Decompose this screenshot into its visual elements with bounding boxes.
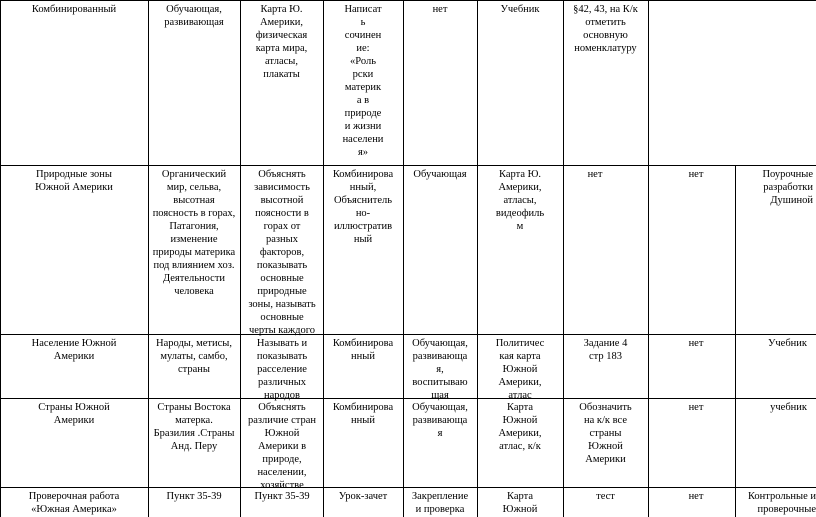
table-row-4-homework: Обозначить на к/к все страны Южной Америки [579,402,632,465]
table-row-5-skills: Пункт 35-39 [254,491,310,502]
table-row-1-homework: §42, 43, на К/к отметить основную номенклатуру [573,4,638,54]
table-row-2-goal: Обучающая [413,169,467,180]
table-row-4-content: Страны Востока матерка. Бразилия .Страны Анд. Перу [153,402,235,452]
table-row-3-skills: Называть и показывать расселение различных народов [256,338,308,401]
table-row-4-goal: Обучающая, развивающа я [412,402,468,439]
table-row-4-equipment: Карта Южной Америки, атлас, к/к [498,402,542,452]
table-row-5-goal: Закрепление и проверка [411,491,469,515]
table-row-1-lesson-type: Написат ь сочинен ие: «Роль рски материк а в природе и жизни населени я» [342,4,384,158]
table-row-3-extra: нет [688,338,704,349]
table-row-1-goal: нет [432,4,448,15]
table-row-5-equipment: Карта Южной [502,491,538,515]
table-row-5-homework: тест [596,491,615,502]
table-row-3-literature: Учебник [767,338,807,349]
table-row-2-skills: Объяснять зависимость высотной поясности в горах от разных факторов, показывать основные природные зоны, называть основные черты каждого [248,169,316,336]
row-divider [0,0,816,1]
table-row-4-lesson-type: Комбинирова нный [332,402,394,426]
table-row-2-extra: нет [688,169,704,180]
table-row-1-skills: Карта Ю. Америки, физическая карта мира, атласы, плакаты [255,4,308,80]
table-row-1-content: Обучающая, развивающая [164,4,224,28]
table-row-5-extra: нет [688,491,704,502]
table-row-2-lesson-type: Комбинирова нный, Объяснитель но- иллюстратив ный [332,169,394,245]
table-row-4-topic: Страны Южной Америки [38,402,110,426]
table-row-5-content: Пункт 35-39 [166,491,222,502]
table-row-3-content: Народы, метисы, мулаты, самбо, страны [156,338,232,375]
table-row-2-homework: нет [587,169,603,180]
table-row-4-literature: учебник [770,402,807,413]
table-row-1-equipment: Учебник [500,4,540,15]
row-divider [0,487,816,488]
row-divider [0,165,816,166]
table-row-3-equipment: Политичес кая карта Южной Америки, атлас [495,338,545,401]
table-row-4-extra: нет [688,402,704,413]
table-row-2-topic: Природные зоны Южной Америки [35,169,113,193]
table-row-5-topic: Проверочная работа «Южная Америка» [28,491,120,515]
row-divider [0,334,816,335]
column-divider [648,0,649,517]
table-row-2-literature: Поурочные разработки Душиной [762,169,813,206]
table-row-1-topic: Комбинированный [31,4,117,15]
table-row-5-lesson-type: Урок-зачет [338,491,388,502]
table-row-2-equipment: Карта Ю. Америки, атласы, видеофиль м [495,169,545,232]
table-row-3-lesson-type: Комбинирова нный [332,338,394,362]
table-row-4-skills: Объяснять различие стран Южной Америки в природе, населении, хозяйстве [247,402,316,491]
table-row-3-topic: Население Южной Америки [31,338,117,362]
table-row-3-goal: Обучающая, развивающа я, воспитываю щая [412,338,468,401]
table-border-left [0,0,1,517]
table-row-5-literature: Контрольные и проверочные [747,491,816,515]
table-row-2-content: Органический мир, сельва, высотная поясность в горах, Патагония, изменение природы материка под влиянием хоз. Деятельности человека [152,169,236,297]
column-divider [735,165,736,517]
table-row-3-homework: Задание 4 стр 183 [583,338,628,362]
